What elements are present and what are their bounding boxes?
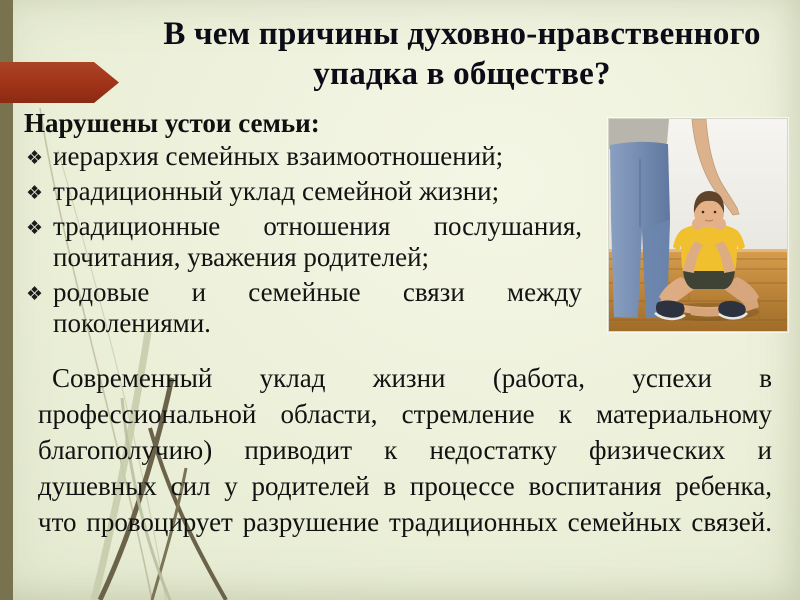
body-paragraph <box>38 360 772 540</box>
diamond-bullet-icon: ❖ <box>26 182 44 204</box>
list-item <box>26 141 582 172</box>
bullet-line: традиционный уклад семейной жизни; <box>53 176 500 206</box>
bullet-line: родовые и семейные связи между <box>53 277 582 307</box>
bullet-list <box>26 141 582 343</box>
bullet-line: почитания, уважения родителей; <box>53 242 430 272</box>
paragraph-line: душевных сил у родителей в процессе воспитания ребенка, <box>38 471 772 501</box>
title-line-2: упадка в обществе? <box>313 56 611 92</box>
diamond-bullet-icon: ❖ <box>26 147 44 169</box>
title-line-1: В чем причины духовно-нравственного <box>163 16 761 52</box>
section-heading: Нарушены устои семьи: <box>24 108 320 138</box>
list-item <box>26 277 582 339</box>
red-arrow-shape <box>0 62 119 103</box>
paragraph-line: Современный уклад жизни (работа, успехи в <box>52 363 772 393</box>
paragraph-line: профессиональной области, стремление к материальному <box>38 399 772 429</box>
photo-adult-scolding-child <box>608 118 788 332</box>
list-item <box>26 211 582 273</box>
paragraph-line: благополучию) приводит к недостатку физических и <box>38 435 772 465</box>
paragraph-line: что провоцирует разрушение традиционных семейных связей. <box>38 507 772 537</box>
slide-title <box>128 14 796 94</box>
list-item <box>26 176 582 207</box>
diamond-bullet-icon: ❖ <box>26 283 44 305</box>
bullet-line: иерархия семейных взаимоотношений; <box>53 141 504 171</box>
diamond-bullet-icon: ❖ <box>26 217 44 239</box>
photo-illustration <box>609 119 787 331</box>
bullet-line: традиционные отношения послушания, <box>53 211 582 241</box>
bullet-line: поколениями. <box>53 308 211 338</box>
